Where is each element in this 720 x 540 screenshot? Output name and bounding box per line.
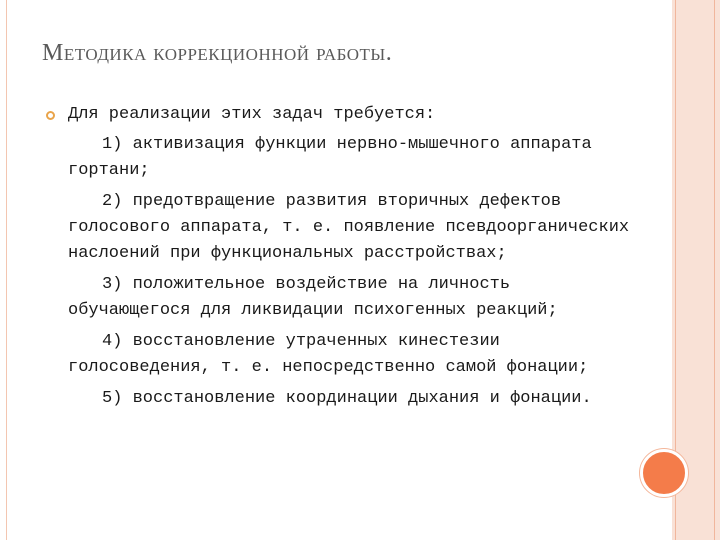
right-border-line-outer (714, 0, 715, 540)
list-item-3: 3) положительное воздействие на личность обучающегося для ликвидации психогенных реакций; (68, 275, 558, 320)
list-item-1: 1) активизация функции нервно-мышечного аппарата гортани; (68, 135, 592, 180)
lead-paragraph (46, 102, 641, 128)
list-item-4: 4) восстановление утраченных кинестезии голосоведения, т. е. непосредственно самой фонации; (68, 332, 589, 377)
lead-text: Для реализации этих задач требуется: (68, 105, 436, 124)
slide-title: Методика коррекционной работы. (42, 40, 393, 66)
slide-body (46, 102, 641, 417)
ring-bullet-icon (46, 111, 55, 120)
list-item-2: 2) предотвращение развития вторичных дефектов голосового аппарата, т. е. появление псевдоорганических наслоений при функциональных расстройствах; (68, 192, 630, 263)
orange-circle-icon (640, 449, 688, 497)
list-item-5: 5) восстановление координации дыхания и фонации. (102, 389, 592, 408)
left-border-line (6, 0, 7, 540)
